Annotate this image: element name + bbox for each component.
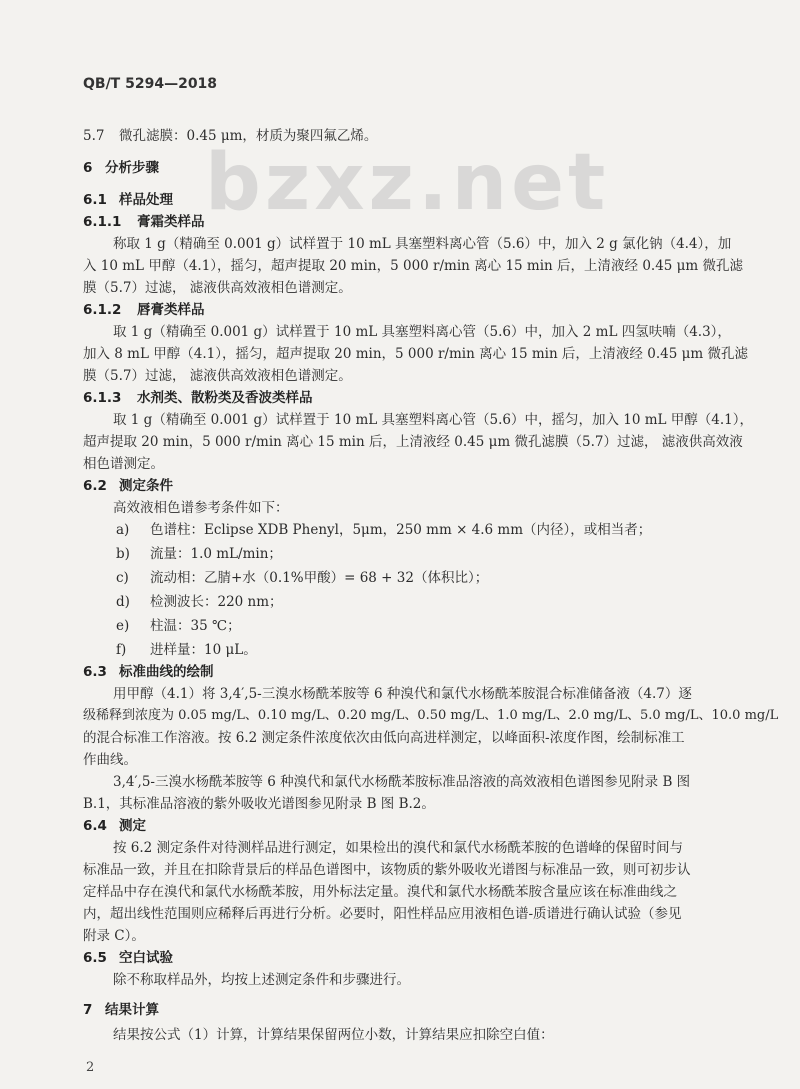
page-number: 2 (86, 1060, 95, 1075)
paragraph-line: 膜（5.7）过滤， 滤液供高效液相色谱测定。 (83, 368, 352, 384)
paragraph-line: 高效液相色谱参考条件如下： (113, 500, 289, 516)
paragraph-line: 除不称取样品外，均按上述测定条件和步骤进行。 (113, 972, 410, 988)
condition-item: d) 检测波长：220 nm； (116, 594, 283, 610)
paragraph-line: 作曲线。 (83, 752, 137, 768)
section-6-1-1-heading: 6.1.1 膏霜类样品 (83, 214, 205, 230)
clause-5-7: 5.7 微孔滤膜：0.45 μm，材质为聚四氟乙烯。 (83, 128, 378, 144)
paragraph-line: 按 6.2 测定条件对待测样品进行测定，如果检出的溴代和氯代水杨酰苯胺的色谱峰的保留时间与 (113, 840, 684, 856)
section-6-2-heading: 6.2 测定条件 (83, 478, 173, 494)
paragraph-line: 定样品中存在溴代和氯代水杨酰苯胺，用外标法定量。溴代和氯代水杨酰苯胺含量应该在标准曲线之 (83, 884, 677, 900)
paragraph-line: 的混合标准工作溶液。按 6.2 测定条件浓度依次由低向高进样测定，以峰面积-浓度作图，绘制标准工 (83, 730, 685, 746)
paragraph-line: 超声提取 20 min，5 000 r/min 离心 15 min 后，上清液经 0.45 μm 微孔滤膜（5.7）过滤， 滤液供高效液 (83, 434, 743, 450)
condition-item: a) 色谱柱：Eclipse XDB Phenyl，5μm，250 mm × 4.6 mm（内径），或相当者； (116, 522, 652, 538)
paragraph-line: 入 10 mL 甲醇（4.1），摇匀，超声提取 20 min，5 000 r/min 离心 15 min 后，上清液经 0.45 μm 微孔滤 (83, 258, 744, 274)
section-6-1-heading: 6.1 样品处理 (83, 192, 173, 208)
section-7-heading: 7 结果计算 (83, 1002, 159, 1018)
section-6-5-heading: 6.5 空白试验 (83, 950, 173, 966)
paragraph-line: 内，超出线性范围则应稀释后再进行分析。必要时，阳性样品应用液相色谱-质谱进行确认试验（参见 (83, 906, 682, 922)
section-6-1-2-heading: 6.1.2 唇膏类样品 (83, 302, 205, 318)
condition-item: c) 流动相：乙腈+水（0.1%甲酸）= 68 + 32（体积比）； (116, 570, 489, 586)
watermark: bzxz.net (205, 138, 610, 228)
standard-code-header: QB/T 5294—2018 (83, 76, 218, 92)
paragraph-line: 用甲醇（4.1）将 3,4′,5-三溴水杨酰苯胺等 6 种溴代和氯代水杨酰苯胺混合标准储备液（4.7）逐 (113, 686, 692, 702)
paragraph-line: 附录 C）。 (83, 928, 145, 944)
section-6-4-heading: 6.4 测定 (83, 818, 146, 834)
paragraph-line: 取 1 g（精确至 0.001 g）试样置于 10 mL 具塞塑料离心管（5.6）中，加入 2 mL 四氢呋喃（4.3）， (113, 324, 731, 340)
paragraph-line: 3,4′,5-三溴水杨酰苯胺等 6 种溴代和氯代水杨酰苯胺标准品溶液的高效液相色谱图参见附录 B 图 (113, 774, 691, 790)
paragraph-line: 级稀释到浓度为 0.05 mg/L、0.10 mg/L、0.20 mg/L、0.50 mg/L、1.0 mg/L、2.0 mg/L、5.0 mg/L、10.0 mg/L (83, 708, 779, 723)
condition-item: f) 进样量：10 μL。 (116, 642, 257, 658)
paragraph-line: 标准品一致，并且在扣除背景后的样品色谱图中，该物质的紫外吸收光谱图与标准品一致，则可初步认 (83, 862, 691, 878)
paragraph-line: 加入 8 mL 甲醇（4.1），摇匀，超声提取 20 min，5 000 r/min 离心 15 min 后，上清液经 0.45 μm 微孔滤 (83, 346, 748, 362)
condition-item: b) 流量：1.0 mL/min； (116, 546, 282, 562)
section-6-heading: 6 分析步骤 (83, 160, 159, 176)
paragraph-line: B.1，其标准品溶液的紫外吸收光谱图参见附录 B 图 B.2。 (83, 796, 435, 812)
paragraph-line: 膜（5.7）过滤， 滤液供高效液相色谱测定。 (83, 280, 352, 296)
condition-item: e) 柱温：35 ℃； (116, 618, 241, 634)
paragraph-line: 取 1 g（精确至 0.001 g）试样置于 10 mL 具塞塑料离心管（5.6）中，摇匀，加入 10 mL 甲醇（4.1）， (113, 412, 754, 428)
section-6-1-3-heading: 6.1.3 水剂类、散粉类及香波类样品 (83, 390, 313, 406)
paragraph-line: 称取 1 g（精确至 0.001 g）试样置于 10 mL 具塞塑料离心管（5.6）中，加入 2 g 氯化钠（4.4），加 (113, 236, 732, 252)
paragraph-line: 相色谱测定。 (83, 456, 164, 472)
section-6-3-heading: 6.3 标准曲线的绘制 (83, 664, 214, 680)
paragraph-line: 结果按公式（1）计算，计算结果保留两位小数，计算结果应扣除空白值： (113, 1027, 554, 1043)
